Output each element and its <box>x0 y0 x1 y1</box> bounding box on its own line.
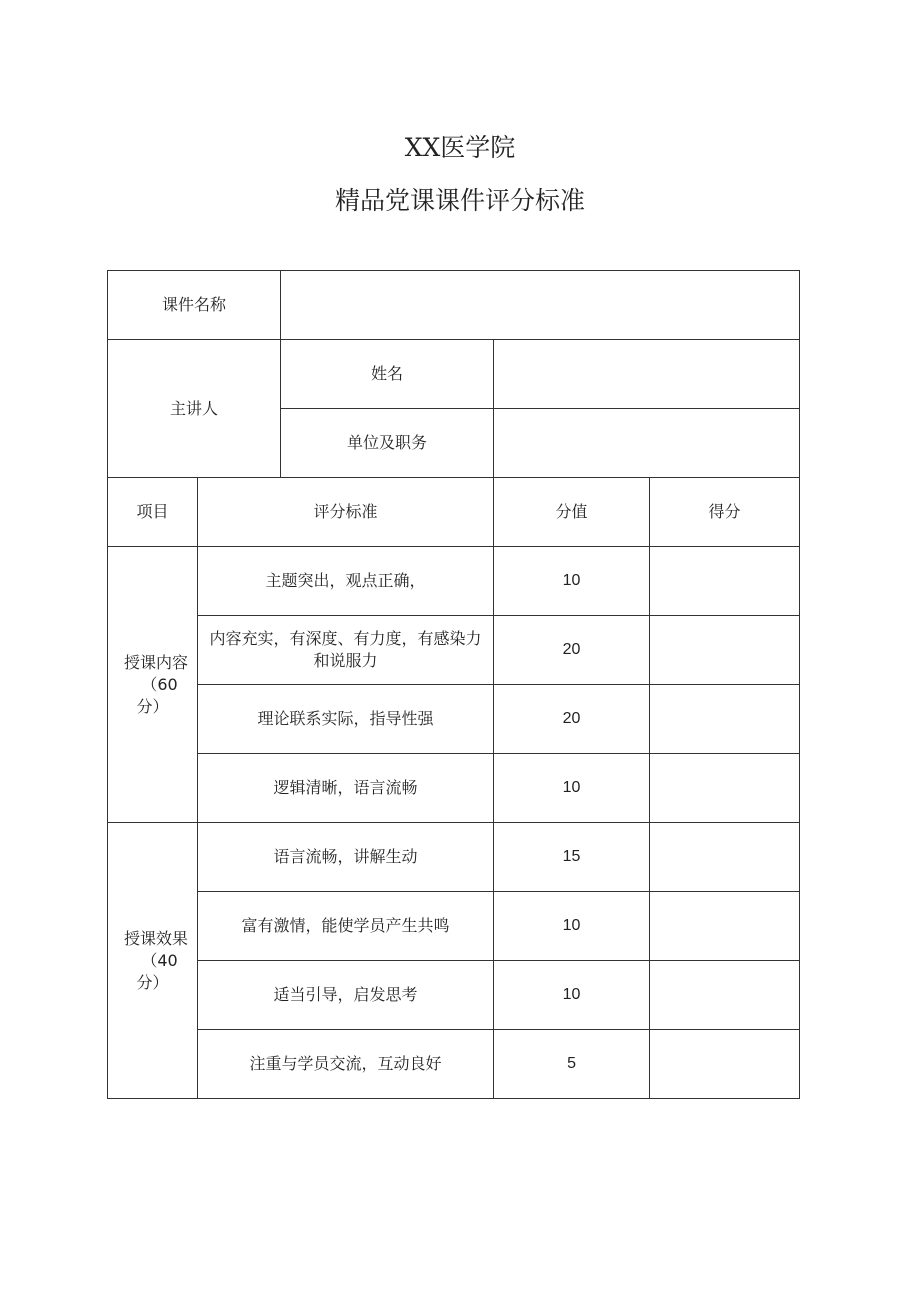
table-row <box>108 547 800 616</box>
points-cell: 10 <box>494 754 650 823</box>
score-field[interactable] <box>650 823 800 892</box>
criteria-cell: 语言流畅，讲解生动 <box>198 823 494 892</box>
speaker-label: 主讲人 <box>108 340 281 478</box>
category-effect <box>108 823 198 1099</box>
points-cell: 10 <box>494 892 650 961</box>
column-header-row <box>108 478 800 547</box>
criteria-cell: 适当引导，启发思考 <box>198 961 494 1030</box>
criteria-cell: 逻辑清晰，语言流畅 <box>198 754 494 823</box>
points-cell: 20 <box>494 616 650 685</box>
criteria-cell: 富有激情，能使学员产生共鸣 <box>198 892 494 961</box>
speaker-name-row <box>108 340 800 409</box>
course-name-field[interactable] <box>281 271 800 340</box>
score-field[interactable] <box>650 685 800 754</box>
column-header-points: 分值 <box>494 478 650 547</box>
document-subtitle: 精品党课课件评分标准 <box>334 186 585 215</box>
table-row <box>108 892 800 961</box>
unit-label: 单位及职务 <box>281 409 494 478</box>
score-field[interactable] <box>650 547 800 616</box>
criteria-cell: 主题突出，观点正确， <box>198 547 494 616</box>
scoring-table <box>107 270 800 1099</box>
document-title: XX医学院 <box>404 133 516 162</box>
score-field[interactable] <box>650 616 800 685</box>
table-row <box>108 616 800 685</box>
points-cell: 10 <box>494 547 650 616</box>
table-row <box>108 961 800 1030</box>
category-points: （40 <box>141 950 178 970</box>
table-row <box>108 823 800 892</box>
table-row <box>108 685 800 754</box>
points-cell: 15 <box>494 823 650 892</box>
criteria-cell: 内容充实，有深度、有力度，有感染力和说服力 <box>198 616 494 685</box>
column-header-item: 项目 <box>108 478 198 547</box>
criteria-cell: 注重与学员交流，互动良好 <box>198 1030 494 1099</box>
course-name-label: 课件名称 <box>108 271 281 340</box>
name-label: 姓名 <box>281 340 494 409</box>
criteria-cell: 理论联系实际，指导性强 <box>198 685 494 754</box>
category-points: （60 <box>141 674 178 694</box>
category-label: 授课内容 <box>123 652 188 672</box>
category-points-unit: 分） <box>136 696 169 716</box>
unit-field[interactable] <box>494 409 800 478</box>
table-row <box>108 1030 800 1099</box>
points-cell: 20 <box>494 685 650 754</box>
name-field[interactable] <box>494 340 800 409</box>
score-field[interactable] <box>650 1030 800 1099</box>
column-header-criteria: 评分标准 <box>198 478 494 547</box>
points-cell: 10 <box>494 961 650 1030</box>
score-field[interactable] <box>650 961 800 1030</box>
category-points-unit: 分） <box>136 972 169 992</box>
table-row <box>108 754 800 823</box>
score-field[interactable] <box>650 754 800 823</box>
score-field[interactable] <box>650 892 800 961</box>
category-label: 授课效果 <box>123 928 188 948</box>
course-name-row <box>108 271 800 340</box>
points-cell: 5 <box>494 1030 650 1099</box>
category-content <box>108 547 198 823</box>
column-header-score: 得分 <box>650 478 800 547</box>
